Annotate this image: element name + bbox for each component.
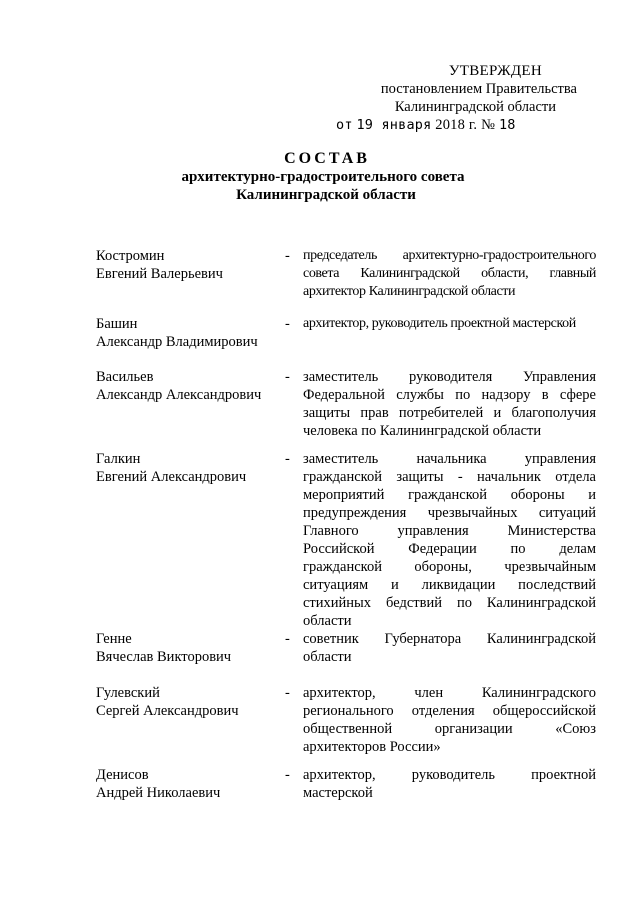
role-line: председатель архитектурно-градостроительного [303,248,596,263]
member-surname: Башин [96,316,138,332]
member-name [96,315,296,351]
member-name [96,630,296,666]
role-line: гражданской обороны, чрезвычайным [303,559,596,575]
role-line: архитектор, руководитель проектной [303,767,596,783]
role-line: заместитель начальника управления [303,451,596,467]
role-line: регионального отделения общероссийской [303,703,596,719]
role-line: ситуациям и ликвидации последствий [303,577,596,593]
member-role [303,315,596,333]
member-role [303,684,596,756]
number-sign: № [481,117,496,133]
role-line: мастерской [303,785,373,801]
member-given-names: Александр Александрович [96,387,262,403]
member-surname: Денисов [96,767,149,783]
role-line: области [303,613,352,629]
decree-number: 18 [498,117,516,133]
dash-separator: - [285,685,290,701]
member-surname: Васильев [96,369,154,385]
member-surname: Костромин [96,248,165,264]
member-name [96,247,296,283]
member-role [303,766,596,802]
heading-council-line: архитектурно-градостроительного совета [181,169,465,185]
date-prefix: от [336,117,353,133]
role-line: советник Губернатора Калининградской [303,631,596,647]
dash-separator: - [285,369,290,385]
dash-separator: - [285,316,290,332]
member-name [96,368,296,404]
member-role [303,450,596,630]
role-line: предупреждения чрезвычайных ситуаций [303,505,596,521]
document-heading [0,150,640,204]
member-given-names: Александр Владимирович [96,334,258,350]
role-line: области [303,649,352,665]
role-line: Федеральной службы по надзору в сфере [303,387,596,403]
role-line: Главного управления Министерства [303,523,596,539]
role-line: архитектор, руководитель проектной мастерской [303,316,576,331]
approval-title: УТВЕРЖДЕН [448,63,542,79]
approval-decree-line: постановлением Правительства [380,81,577,97]
member-role [303,247,596,301]
heading-word: СОСТАВ [284,150,370,167]
member-role [303,630,596,666]
approval-region-line: Калининградской области [394,99,556,115]
member-given-names: Евгений Александрович [96,469,247,485]
role-line: архитекторов России» [303,739,441,755]
role-line: архитектор Калининградской области [303,284,516,299]
member-name [96,766,296,802]
role-line: Российской Федерации по делам [303,541,596,557]
member-name [96,684,296,720]
dash-separator: - [285,451,290,467]
member-name [96,450,296,486]
date-value: 19 января [356,117,432,133]
heading-region-line: Калининградской области [236,187,416,203]
role-line: мероприятий гражданской обороны и [303,487,596,503]
member-given-names: Евгений Валерьевич [96,266,223,282]
date-year: 2018 г. [435,117,478,133]
member-surname: Гулевский [96,685,160,701]
role-line: стихийных бедствий по Калининградской [303,595,596,611]
approval-date-line [336,116,580,134]
role-line: заместитель руководителя Управления [303,369,596,385]
member-given-names: Андрей Николаевич [96,785,221,801]
role-line: архитектор, член Калининградского [303,685,596,701]
member-given-names: Сергей Александрович [96,703,239,719]
member-surname: Генне [96,631,132,647]
member-role [303,368,596,440]
dash-separator: - [285,631,290,647]
approval-block [330,62,580,134]
dash-separator: - [285,767,290,783]
role-line: гражданской защиты - начальник отдела [303,469,596,485]
role-line: человека по Калининградской области [303,423,542,439]
member-given-names: Вячеслав Викторович [96,649,232,665]
role-line: совета Калининградской области, главный [303,266,596,281]
dash-separator: - [285,248,290,264]
role-line: общественной организации «Союз [303,721,596,737]
role-line: защиты прав потребителей и благополучия [303,405,596,421]
member-surname: Галкин [96,451,141,467]
